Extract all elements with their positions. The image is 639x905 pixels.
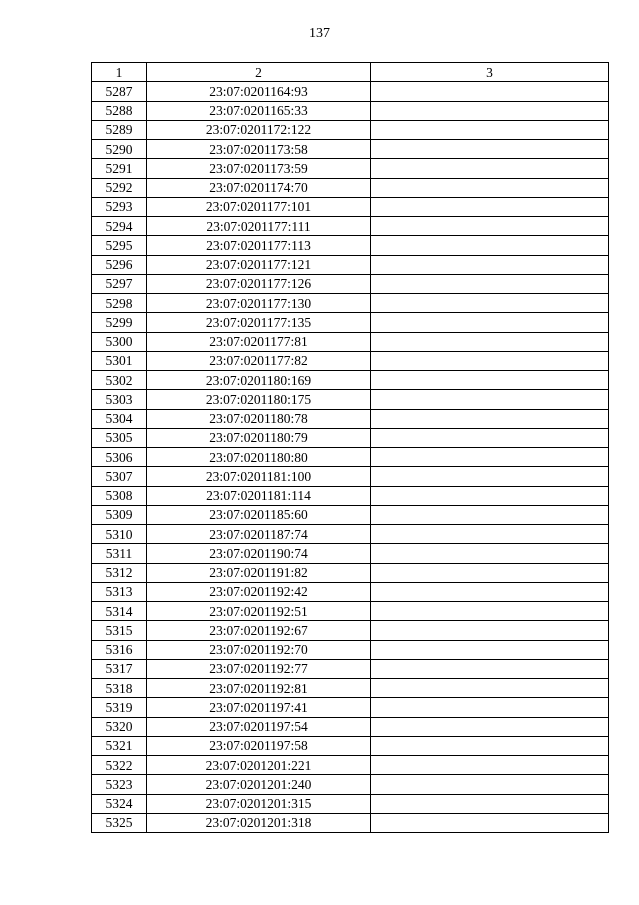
table-row <box>92 313 609 332</box>
cadastral-number-cell: 23:07:0201177:135 <box>147 313 371 332</box>
cadastral-number-cell: 23:07:0201181:114 <box>147 486 371 505</box>
notes-cell <box>371 582 609 601</box>
table-row <box>92 794 609 813</box>
row-number-cell: 5290 <box>92 140 147 159</box>
notes-cell <box>371 621 609 640</box>
table-row <box>92 621 609 640</box>
table-row <box>92 120 609 139</box>
notes-cell <box>371 448 609 467</box>
row-number-cell: 5288 <box>92 101 147 120</box>
notes-cell <box>371 332 609 351</box>
column-header-2: 2 <box>147 63 371 82</box>
cadastral-number-cell: 23:07:0201180:78 <box>147 409 371 428</box>
cadastral-number-cell: 23:07:0201190:74 <box>147 544 371 563</box>
registry-table <box>91 62 609 833</box>
cadastral-number-cell: 23:07:0201191:82 <box>147 563 371 582</box>
notes-cell <box>371 351 609 370</box>
cadastral-number-cell: 23:07:0201174:70 <box>147 178 371 197</box>
row-number-cell: 5299 <box>92 313 147 332</box>
cadastral-number-cell: 23:07:0201177:111 <box>147 217 371 236</box>
table-row <box>92 82 609 101</box>
table-header-row <box>92 63 609 82</box>
table-row <box>92 813 609 832</box>
notes-cell <box>371 794 609 813</box>
cadastral-number-cell: 23:07:0201192:77 <box>147 659 371 678</box>
notes-cell <box>371 525 609 544</box>
cadastral-number-cell: 23:07:0201197:58 <box>147 736 371 755</box>
cadastral-number-cell: 23:07:0201177:126 <box>147 274 371 293</box>
notes-cell <box>371 120 609 139</box>
cadastral-number-cell: 23:07:0201177:121 <box>147 255 371 274</box>
table-row <box>92 544 609 563</box>
table-row <box>92 698 609 717</box>
table-row <box>92 159 609 178</box>
table-row <box>92 217 609 236</box>
table-row <box>92 294 609 313</box>
table-row <box>92 236 609 255</box>
row-number-cell: 5306 <box>92 448 147 467</box>
table-body <box>92 82 609 833</box>
row-number-cell: 5323 <box>92 775 147 794</box>
cadastral-number-cell: 23:07:0201197:41 <box>147 698 371 717</box>
notes-cell <box>371 717 609 736</box>
notes-cell <box>371 813 609 832</box>
table-row <box>92 467 609 486</box>
row-number-cell: 5295 <box>92 236 147 255</box>
cadastral-number-cell: 23:07:0201180:169 <box>147 371 371 390</box>
row-number-cell: 5289 <box>92 120 147 139</box>
notes-cell <box>371 178 609 197</box>
cadastral-number-cell: 23:07:0201187:74 <box>147 525 371 544</box>
table-row <box>92 371 609 390</box>
table-row <box>92 775 609 794</box>
notes-cell <box>371 371 609 390</box>
table-row <box>92 582 609 601</box>
row-number-cell: 5314 <box>92 602 147 621</box>
notes-cell <box>371 563 609 582</box>
table-row <box>92 197 609 216</box>
notes-cell <box>371 217 609 236</box>
cadastral-number-cell: 23:07:0201177:81 <box>147 332 371 351</box>
cadastral-number-cell: 23:07:0201192:70 <box>147 640 371 659</box>
notes-cell <box>371 486 609 505</box>
row-number-cell: 5318 <box>92 679 147 698</box>
table-row <box>92 525 609 544</box>
row-number-cell: 5287 <box>92 82 147 101</box>
row-number-cell: 5296 <box>92 255 147 274</box>
notes-cell <box>371 756 609 775</box>
notes-cell <box>371 236 609 255</box>
row-number-cell: 5313 <box>92 582 147 601</box>
notes-cell <box>371 544 609 563</box>
row-number-cell: 5311 <box>92 544 147 563</box>
table-row <box>92 390 609 409</box>
notes-cell <box>371 467 609 486</box>
row-number-cell: 5303 <box>92 390 147 409</box>
cadastral-number-cell: 23:07:0201201:221 <box>147 756 371 775</box>
row-number-cell: 5294 <box>92 217 147 236</box>
notes-cell <box>371 274 609 293</box>
table-row <box>92 351 609 370</box>
notes-cell <box>371 101 609 120</box>
row-number-cell: 5300 <box>92 332 147 351</box>
column-header-1: 1 <box>92 63 147 82</box>
row-number-cell: 5305 <box>92 428 147 447</box>
table-row <box>92 563 609 582</box>
table-row <box>92 178 609 197</box>
cadastral-number-cell: 23:07:0201164:93 <box>147 82 371 101</box>
table-row <box>92 717 609 736</box>
row-number-cell: 5301 <box>92 351 147 370</box>
cadastral-number-cell: 23:07:0201173:58 <box>147 140 371 159</box>
row-number-cell: 5312 <box>92 563 147 582</box>
page-number: 137 <box>309 26 330 41</box>
cadastral-number-cell: 23:07:0201192:42 <box>147 582 371 601</box>
row-number-cell: 5316 <box>92 640 147 659</box>
cadastral-number-cell: 23:07:0201180:175 <box>147 390 371 409</box>
table-row <box>92 274 609 293</box>
cadastral-number-cell: 23:07:0201201:240 <box>147 775 371 794</box>
row-number-cell: 5293 <box>92 197 147 216</box>
notes-cell <box>371 659 609 678</box>
notes-cell <box>371 505 609 524</box>
cadastral-number-cell: 23:07:0201181:100 <box>147 467 371 486</box>
notes-cell <box>371 255 609 274</box>
cadastral-number-cell: 23:07:0201172:122 <box>147 120 371 139</box>
table-row <box>92 736 609 755</box>
table-row <box>92 140 609 159</box>
notes-cell <box>371 159 609 178</box>
table-row <box>92 602 609 621</box>
cadastral-number-cell: 23:07:0201180:80 <box>147 448 371 467</box>
cadastral-number-cell: 23:07:0201177:82 <box>147 351 371 370</box>
cadastral-number-cell: 23:07:0201192:81 <box>147 679 371 698</box>
table-row <box>92 448 609 467</box>
notes-cell <box>371 197 609 216</box>
cadastral-number-cell: 23:07:0201177:101 <box>147 197 371 216</box>
notes-cell <box>371 82 609 101</box>
cadastral-number-cell: 23:07:0201177:113 <box>147 236 371 255</box>
table-row <box>92 679 609 698</box>
row-number-cell: 5307 <box>92 467 147 486</box>
cadastral-number-cell: 23:07:0201192:67 <box>147 621 371 640</box>
cadastral-number-cell: 23:07:0201173:59 <box>147 159 371 178</box>
cadastral-number-cell: 23:07:0201177:130 <box>147 294 371 313</box>
cadastral-number-cell: 23:07:0201201:315 <box>147 794 371 813</box>
table-row <box>92 505 609 524</box>
notes-cell <box>371 390 609 409</box>
notes-cell <box>371 698 609 717</box>
row-number-cell: 5317 <box>92 659 147 678</box>
notes-cell <box>371 294 609 313</box>
row-number-cell: 5315 <box>92 621 147 640</box>
row-number-cell: 5322 <box>92 756 147 775</box>
table-row <box>92 640 609 659</box>
cadastral-number-cell: 23:07:0201185:60 <box>147 505 371 524</box>
row-number-cell: 5304 <box>92 409 147 428</box>
row-number-cell: 5319 <box>92 698 147 717</box>
row-number-cell: 5308 <box>92 486 147 505</box>
notes-cell <box>371 679 609 698</box>
table-row <box>92 101 609 120</box>
row-number-cell: 5324 <box>92 794 147 813</box>
notes-cell <box>371 313 609 332</box>
cadastral-number-cell: 23:07:0201197:54 <box>147 717 371 736</box>
table-row <box>92 255 609 274</box>
cadastral-number-cell: 23:07:0201180:79 <box>147 428 371 447</box>
row-number-cell: 5291 <box>92 159 147 178</box>
cadastral-number-cell: 23:07:0201192:51 <box>147 602 371 621</box>
table-row <box>92 428 609 447</box>
row-number-cell: 5297 <box>92 274 147 293</box>
table-row <box>92 659 609 678</box>
row-number-cell: 5302 <box>92 371 147 390</box>
notes-cell <box>371 602 609 621</box>
cadastral-number-cell: 23:07:0201201:318 <box>147 813 371 832</box>
row-number-cell: 5292 <box>92 178 147 197</box>
table-row <box>92 486 609 505</box>
table-row <box>92 332 609 351</box>
notes-cell <box>371 428 609 447</box>
row-number-cell: 5310 <box>92 525 147 544</box>
table-row <box>92 756 609 775</box>
notes-cell <box>371 140 609 159</box>
notes-cell <box>371 736 609 755</box>
notes-cell <box>371 409 609 428</box>
table-row <box>92 409 609 428</box>
row-number-cell: 5298 <box>92 294 147 313</box>
cadastral-number-cell: 23:07:0201165:33 <box>147 101 371 120</box>
notes-cell <box>371 640 609 659</box>
row-number-cell: 5309 <box>92 505 147 524</box>
column-header-3: 3 <box>371 63 609 82</box>
row-number-cell: 5320 <box>92 717 147 736</box>
notes-cell <box>371 775 609 794</box>
row-number-cell: 5321 <box>92 736 147 755</box>
row-number-cell: 5325 <box>92 813 147 832</box>
